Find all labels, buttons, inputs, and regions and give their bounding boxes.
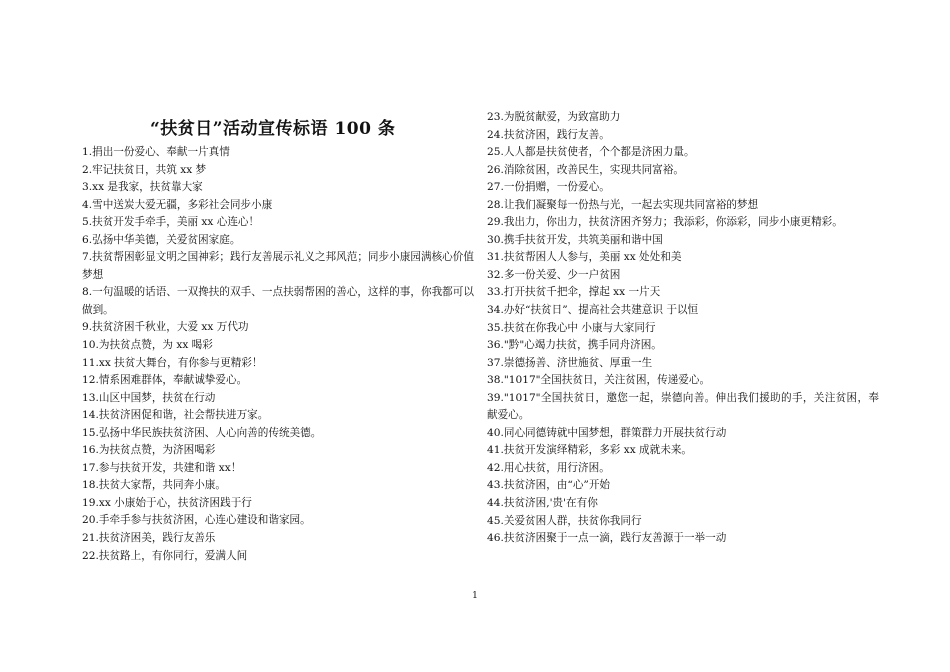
- slogan-item: 14.扶贫济困促和谐，社会帮扶进万家。: [82, 409, 269, 422]
- slogan-item: 15.弘扬中华民族扶贫济困、人心向善的传统美德。: [82, 426, 322, 439]
- slogan-item: 7.扶贫帮困彰显文明之国神彩；践行友善展示礼义之邦风范；同步小康园满核心价值梦想: [82, 251, 474, 281]
- slogan-item: 28.让我们凝聚每一份热与光，一起去实现共同富裕的梦想: [487, 198, 759, 211]
- slogan-item: 40.同心同德铸就中国梦想，群策群力开展扶贫行动: [487, 426, 727, 439]
- slogan-item: 43.扶贫济困，由“心”开始: [487, 479, 611, 492]
- document-title: “扶贫日”活动宣传标语 100 条: [150, 119, 396, 139]
- slogan-item: 44.扶贫济困,'贵'在有你: [487, 497, 598, 510]
- slogan-item: 36."黔"心竭力扶贫，携手同舟济困。: [487, 339, 662, 352]
- slogan-item: 2.牢记扶贫日，共筑 xx 梦: [82, 163, 207, 176]
- slogan-item: 25.人人都是扶贫使者，个个都是济困力量。: [487, 146, 695, 159]
- slogan-item: 12.情系困难群体，奉献诚挚爱心。: [82, 374, 248, 387]
- left-column: [82, 144, 474, 565]
- page-number: 1: [472, 591, 478, 601]
- slogan-item: 46.扶贫济困聚于一点一滴，践行友善源于一举一动: [487, 532, 727, 545]
- slogan-item: 32.多一份关爱、少一户贫困: [487, 268, 621, 281]
- slogan-item: 16.为扶贫点赞，为济困喝彩: [82, 444, 216, 457]
- slogan-item: 5.扶贫开发手牵手，美丽 xx 心连心！: [82, 216, 260, 229]
- slogan-item: 1.捐出一份爱心、奉献一片真情: [82, 146, 230, 158]
- right-column: [487, 109, 879, 548]
- slogan-item: 3.xx 是我家，扶贫靠大家: [82, 181, 203, 194]
- slogan-item: 22.扶贫路上，有你同行，爱满人间: [82, 549, 248, 562]
- slogan-item: 10.为扶贫点赞，为 xx 喝彩: [82, 339, 213, 352]
- slogan-item: 9.扶贫济困千秋业，大爱 xx 万代功: [82, 321, 249, 334]
- slogan-item: 23.为脱贫献爱，为致富助力: [487, 111, 621, 123]
- slogan-item: 6.弘扬中华美德，关爱贫困家庭。: [82, 233, 241, 246]
- slogan-item: 13.山区中国梦，扶贫在行动: [82, 391, 216, 404]
- slogan-item: 45.关爱贫困人群，扶贫你我同行: [487, 514, 642, 527]
- slogan-item: 31.扶贫帮困人人参与，美丽 xx 处处和美: [487, 251, 682, 264]
- slogan-item: 33.打开扶贫千把伞，撑起 xx 一片天: [487, 286, 661, 299]
- slogan-item: 8.一句温暖的话语、一双搀扶的双手、一点扶弱帮困的善心，这样的事，你我都可以做到。: [82, 286, 474, 316]
- slogan-item: 24.扶贫济困，践行友善。: [487, 128, 610, 141]
- slogan-item: 34.办好“扶贫日”、提高社会共建意识 于以恒: [487, 304, 699, 317]
- slogan-item: 4.雪中送炭大爱无疆，多彩社会同步小康: [82, 198, 273, 211]
- slogan-item: 38."1017"全国扶贫日，关注贫困，传递爱心。: [487, 374, 711, 387]
- slogan-item: 26.消除贫困，改善民生，实现共同富裕。: [487, 163, 684, 176]
- slogan-item: 27.一份捐赠，一份爱心。: [487, 181, 610, 194]
- slogan-item: 21.扶贫济困美，践行友善乐: [82, 532, 216, 545]
- slogan-item: 11.xx 扶贫大舞台，有你参与更精彩！: [82, 356, 263, 369]
- slogan-item: 41.扶贫开发演绎精彩，多彩 xx 成就未来。: [487, 444, 693, 457]
- slogan-item: 30.携手扶贫开发，共筑美丽和谐中国: [487, 233, 663, 246]
- slogan-item: 29.我出力，你出力，扶贫济困齐努力；我添彩，你添彩，同步小康更精彩。: [487, 216, 843, 229]
- slogan-item: 18.扶贫大家帮，共同奔小康。: [82, 479, 226, 492]
- slogan-item: 35.扶贫在你我心中 小康与大家同行: [487, 321, 656, 334]
- slogan-item: 42.用心扶贫，用行济困。: [487, 461, 610, 474]
- slogan-item: 37.崇德扬善、济世施贫、厚重一生: [487, 356, 653, 369]
- slogan-item: 39."1017"全国扶贫日，邀您一起，崇德向善。伸出我们援助的手，关注贫困，奉献爱心。: [487, 391, 879, 422]
- slogan-item: 20.手牵手参与扶贫济困，心连心建设和谐家园。: [82, 514, 311, 527]
- slogan-item: 17.参与扶贫开发，共建和谐 xx！: [82, 461, 242, 474]
- slogan-item: 19.xx 小康始于心，扶贫济困践于行: [82, 496, 252, 509]
